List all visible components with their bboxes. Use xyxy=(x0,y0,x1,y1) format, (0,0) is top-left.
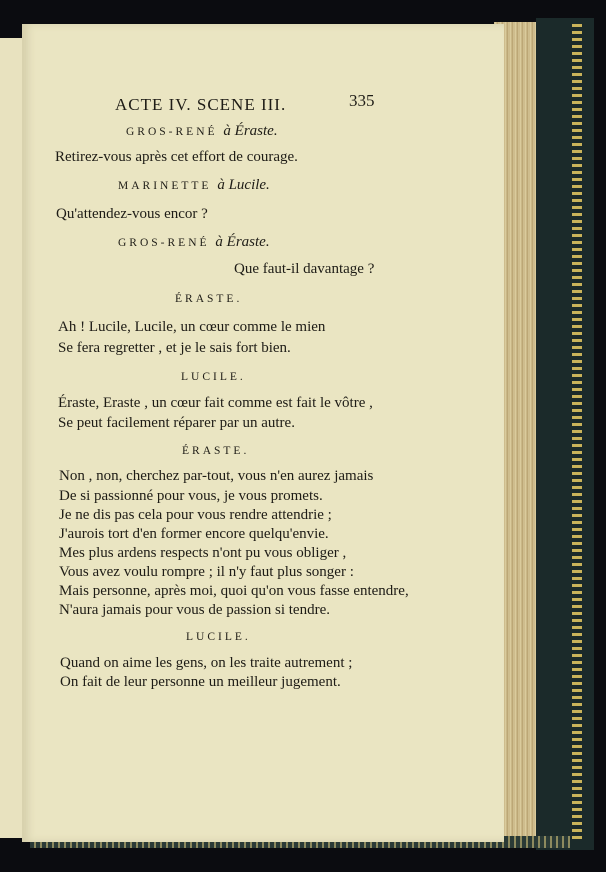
speaker-heading xyxy=(118,178,270,193)
verse-line: Se peut facilement réparer par un autre. xyxy=(58,415,295,431)
verse-line: Je ne dis pas cela pour vous rendre attendrie ; xyxy=(59,507,332,523)
speaker-heading xyxy=(126,124,278,139)
verse-line: Ah ! Lucile, Lucile, un cœur comme le mien xyxy=(58,319,326,335)
speaker-name: ÉRASTE. xyxy=(175,293,243,305)
verse-line: Quand on aime les gens, on les traite autrement ; xyxy=(60,655,353,671)
speaker-name: ÉRASTE. xyxy=(182,445,250,457)
verse-line: N'aura jamais pour vous de passion si tendre. xyxy=(59,602,330,618)
verse-line: Qu'attendez-vous encor ? xyxy=(56,206,208,222)
speaker-heading xyxy=(118,235,270,250)
verse-line: J'aurois tort d'en former encore quelqu'envie. xyxy=(59,526,329,542)
verse-line: On fait de leur personne un meilleur jugement. xyxy=(60,674,341,690)
book-page xyxy=(22,24,504,842)
verse-line: Que faut-il davantage ? xyxy=(234,261,375,277)
speaker-name: GROS-RENÉ xyxy=(126,126,218,138)
binding-ornament xyxy=(572,24,582,842)
verse-line: Vous avez voulu rompre ; il n'y faut plus songer : xyxy=(59,564,354,580)
verse-line: Mes plus ardens respects n'ont pu vous obliger , xyxy=(59,545,347,561)
speaker-addressee: à Éraste. xyxy=(223,123,278,139)
verse-line: Non , non, cherchez par-tout, vous n'en aurez jamais xyxy=(59,468,374,484)
speaker-addressee: à Éraste. xyxy=(215,234,270,250)
verse-line: Éraste, Eraste , un cœur fait comme est fait le vôtre , xyxy=(58,395,373,411)
speaker-addressee: à Lucile. xyxy=(217,177,270,193)
verse-line: De si passionné pour vous, je vous promets. xyxy=(59,488,323,504)
speaker-name: GROS-RENÉ xyxy=(118,237,210,249)
speaker-name: LUCILE. xyxy=(181,371,246,383)
page-number: 335 xyxy=(349,91,375,110)
book-binding xyxy=(536,18,594,850)
speaker-name: LUCILE. xyxy=(186,631,251,643)
running-header: ACTE IV. SCENE III. xyxy=(115,95,287,114)
speaker-name: MARINETTE xyxy=(118,180,212,192)
verse-line: Mais personne, après moi, quoi qu'on vous fasse entendre, xyxy=(59,583,409,599)
verse-line: Retirez-vous après cet effort de courage. xyxy=(55,149,298,165)
verse-line: Se fera regretter , et je le sais fort bien. xyxy=(58,340,291,356)
